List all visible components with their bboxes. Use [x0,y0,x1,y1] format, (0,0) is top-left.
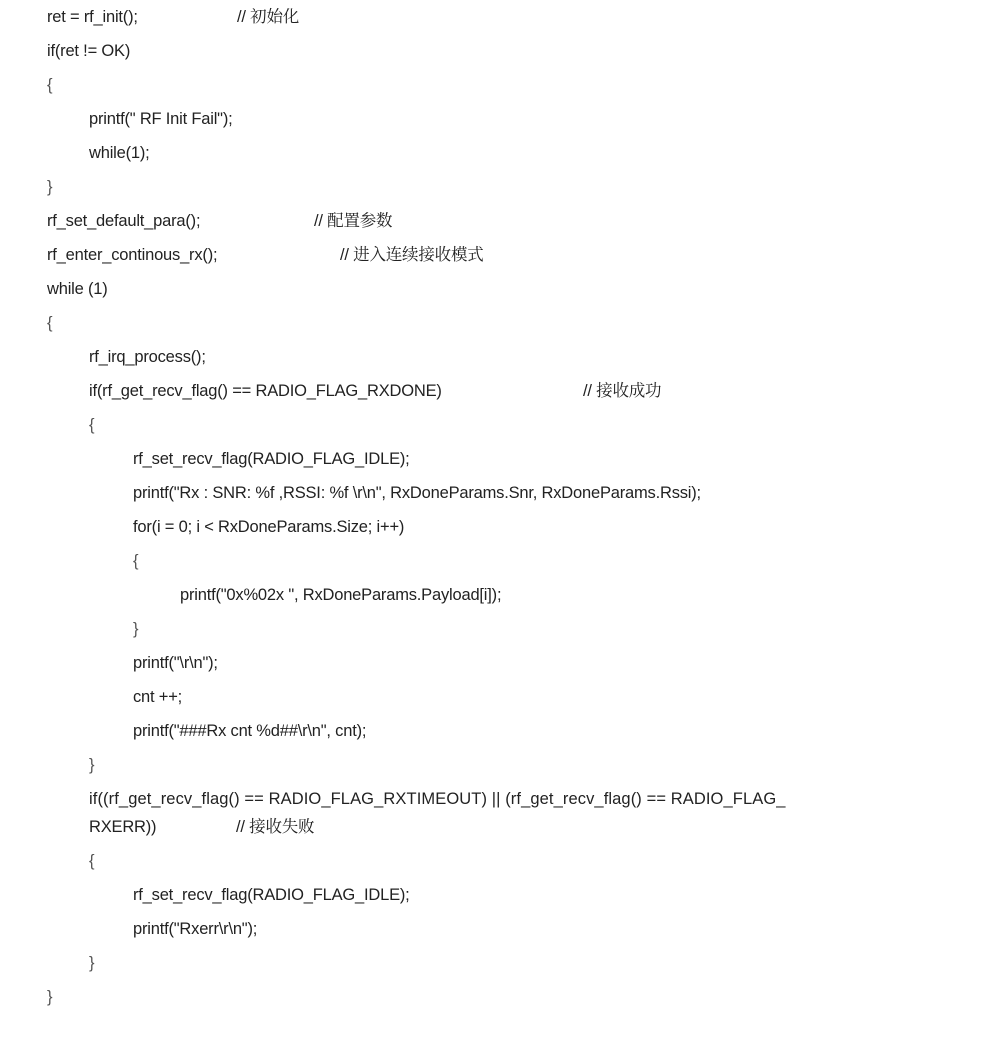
code-line [89,142,150,164]
code-line [133,686,183,708]
code-line [89,850,107,872]
code-text: RXERR)) [89,818,157,836]
code-text: for(i = 0; i < RxDoneParams.Size; i++) [133,518,405,536]
code-comment: // 接收成功 [583,382,662,400]
code-comment: // 进入连续接收模式 [340,246,484,264]
code-text: } [89,756,95,774]
code-text: if(ret != OK) [47,42,131,60]
code-comment: // 接收失败 [236,818,315,836]
code-line [47,986,65,1008]
code-line [47,40,131,62]
code-line [47,278,108,300]
code-text: rf_set_recv_flag(RADIO_FLAG_IDLE); [133,886,410,904]
code-text: cnt ++; [133,688,183,706]
code-text: printf(" RF Init Fail"); [89,110,233,128]
code-line [89,414,107,436]
code-line [89,788,786,810]
code-text: printf("\r\n"); [133,654,218,672]
code-text: { [89,416,95,434]
code-line [133,884,410,906]
code-line [47,244,484,266]
code-line [47,74,65,96]
code-text: rf_irq_process(); [89,348,206,366]
code-line [89,754,107,776]
code-text: while (1) [47,280,108,298]
code-text: printf("###Rx cnt %d##\r\n", cnt); [133,722,367,740]
code-text: } [47,988,53,1006]
code-text: rf_enter_continous_rx(); [47,246,218,264]
code-line [133,918,258,940]
code-text: } [133,620,139,638]
code-text: { [89,852,95,870]
code-text: { [133,552,139,570]
code-line [133,618,151,640]
code-text: if((rf_get_recv_flag() == RADIO_FLAG_RXTIMEOUT) || (rf_get_recv_flag() == RADIO_FLAG_ [89,790,786,808]
code-text: } [47,178,53,196]
code-text: while(1); [89,144,150,162]
code-line [47,6,300,28]
code-line [89,380,662,402]
code-text: printf("Rx : SNR: %f ,RSSI: %f \r\n", RxDoneParams.Snr, RxDoneParams.Rssi); [133,484,701,502]
code-line [47,312,65,334]
code-line [47,210,393,232]
code-line [89,108,233,130]
code-text: printf("0x%02x ", RxDoneParams.Payload[i]); [180,586,502,604]
code-line [133,516,405,538]
code-text: { [47,76,53,94]
code-line [133,448,410,470]
code-text: rf_set_default_para(); [47,212,201,230]
code-text: printf("Rxerr\r\n"); [133,920,258,938]
code-line [89,816,315,838]
code-comment: // 初始化 [237,8,300,26]
code-line [47,176,65,198]
code-line [133,550,151,572]
code-line [133,652,218,674]
code-text: } [89,954,95,972]
code-line [89,346,206,368]
code-text: { [47,314,53,332]
code-line [133,720,367,742]
code-line [133,482,701,504]
code-text: ret = rf_init(); [47,8,138,26]
code-text: if(rf_get_recv_flag() == RADIO_FLAG_RXDONE) [89,382,442,400]
code-comment: // 配置参数 [314,212,393,230]
code-text: rf_set_recv_flag(RADIO_FLAG_IDLE); [133,450,410,468]
code-line [180,584,502,606]
code-line [89,952,107,974]
